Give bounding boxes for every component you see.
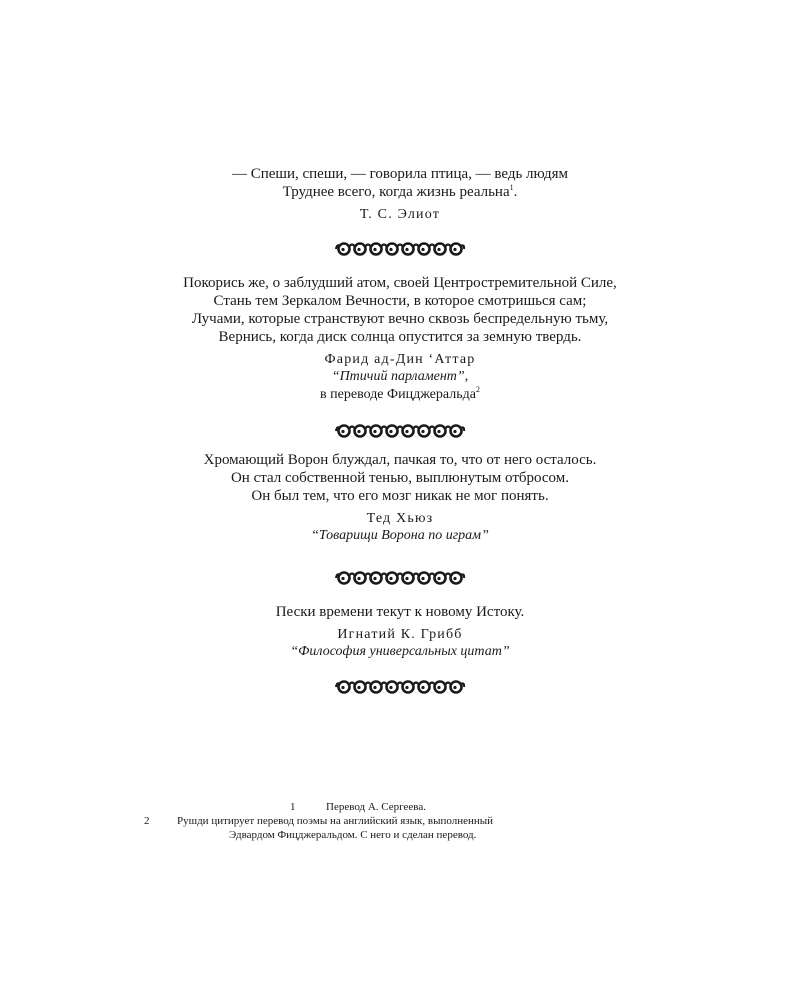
ornament-link bbox=[387, 244, 404, 255]
ornament-link bbox=[435, 573, 452, 584]
footnote-2-continued bbox=[0, 828, 800, 842]
ornament-link bbox=[339, 426, 356, 437]
ornament-link bbox=[371, 573, 388, 584]
ornament-link bbox=[419, 426, 436, 437]
ornament-divider bbox=[0, 570, 800, 586]
epigraph-line: Лучами, которые странствуют вечно сквозь беспредельную тьму, bbox=[191, 311, 609, 327]
epigraph-line: Стань тем Зеркалом Вечности, в которое смотришься сам; bbox=[213, 293, 587, 309]
ornament-divider bbox=[0, 679, 800, 695]
ornament-link bbox=[403, 426, 420, 437]
epigraph-hughes bbox=[0, 451, 800, 545]
epigraph-line: Труднее всего, когда жизнь реальна$^1$. bbox=[282, 183, 518, 200]
ornament-link bbox=[355, 244, 372, 255]
ornament-link bbox=[451, 573, 462, 584]
ornament-link bbox=[451, 244, 462, 255]
footnotes bbox=[0, 800, 800, 842]
epigraph-line: Пески времени текут к новому Истоку. bbox=[275, 604, 525, 620]
epigraph-author: Фарид ад-Дин ‘Аттар bbox=[324, 352, 476, 367]
ornament-link bbox=[387, 682, 404, 693]
footnote-2 bbox=[0, 814, 800, 828]
ornament-link bbox=[435, 426, 452, 437]
epigraph-line: Вернись, когда диск солнца опустится за земную твердь. bbox=[218, 329, 582, 345]
ornament-link bbox=[355, 573, 372, 584]
footnote-text: Эдвардом Фицджеральдом. С него и сделан перевод. bbox=[229, 829, 477, 841]
epigraph-line: Он стал собственной тенью, выплюнутым отбросом. bbox=[230, 470, 570, 486]
ornament-link bbox=[387, 426, 404, 437]
epigraph-eliot bbox=[0, 165, 800, 223]
footnote-number: 2 bbox=[144, 815, 150, 827]
ornament-link bbox=[451, 426, 462, 437]
ornament-link bbox=[339, 682, 356, 693]
ornament-link bbox=[371, 244, 388, 255]
epigraph-translation: в переводе Фицджеральда$^2$ bbox=[320, 385, 480, 402]
epigraph-line: — Спеши, спеши, — говорила птица, — ведь людям bbox=[231, 166, 569, 182]
epigraph-attar bbox=[0, 274, 800, 404]
epigraph-line: Хромающий Ворон блуждал, пачкая то, что от него осталось. bbox=[203, 452, 597, 468]
footnote-ref: 1 bbox=[509, 183, 514, 192]
ornament-link bbox=[451, 682, 462, 693]
ornament-divider bbox=[0, 241, 800, 257]
epigraph-source: “Философия универсальных цитат” bbox=[290, 644, 510, 659]
ornament-link bbox=[435, 244, 452, 255]
epigraph-source: “Товарищи Ворона по играм” bbox=[311, 528, 489, 543]
ornament-link bbox=[403, 573, 420, 584]
ornament-link bbox=[339, 244, 356, 255]
epigraph-source: “Птичий парламент”, bbox=[331, 369, 469, 384]
ornament-link bbox=[355, 682, 372, 693]
footnote-text: Рушди цитирует перевод поэмы на английский язык, выполненный bbox=[177, 815, 494, 827]
epigraph-author: Т. С. Элиот bbox=[359, 207, 441, 222]
ornament-link bbox=[387, 573, 404, 584]
epigraph-gribb bbox=[0, 603, 800, 661]
ornament-link bbox=[435, 682, 452, 693]
ornament-link bbox=[339, 573, 356, 584]
ornament-link bbox=[403, 682, 420, 693]
epigraph-author: Тед Хьюз bbox=[366, 511, 434, 526]
ornament-link bbox=[371, 682, 388, 693]
ornament-link bbox=[403, 244, 420, 255]
epigraph-line: Покорись же, о заблудший атом, своей Центростремительной Силе, bbox=[183, 275, 617, 291]
footnote-number: 1 bbox=[290, 801, 296, 813]
epigraph-line: Он был тем, что его мозг никак не мог понять. bbox=[251, 488, 549, 504]
ornament-link bbox=[371, 426, 388, 437]
footnote-1 bbox=[0, 800, 800, 814]
ornament-link bbox=[419, 573, 436, 584]
footnote-text: Перевод А. Сергеева. bbox=[326, 801, 426, 813]
epigraph-author: Игнатий К. Грибб bbox=[337, 627, 463, 642]
ornament-link bbox=[355, 426, 372, 437]
footnote-ref: 2 bbox=[475, 385, 480, 394]
ornament-divider bbox=[0, 423, 800, 439]
ornament-link bbox=[419, 244, 436, 255]
ornament-link bbox=[419, 682, 436, 693]
